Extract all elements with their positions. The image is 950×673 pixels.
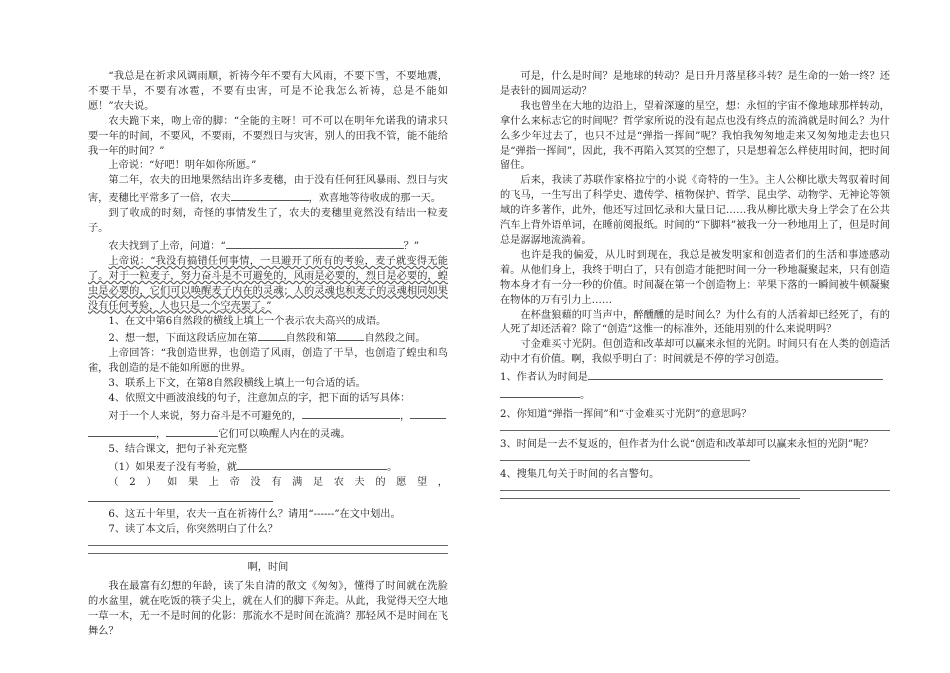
question-7: 7、读了本文后，你突然明白了什么？ — [108, 524, 278, 536]
question-2-text: 上帝回答：“我创造世界，也创造了风雨，创造了干旱，也创造了蝗虫和鸟雀，我创造的是不能如所愿的世界。 — [88, 348, 448, 375]
question-2: 2、想一想，下面这段话应加在第 自然段和第 自然段之间。 — [88, 329, 448, 347]
sentence-blank-4[interactable] — [166, 425, 218, 437]
answer-line-r4b[interactable] — [500, 498, 800, 499]
right-column — [500, 70, 890, 506]
essay-paragraph-2: 可是，什么是时间？是地球的转动？是日升月落星移斗转？是生命的一始一终？还是表针的圆周运动？ — [500, 71, 890, 97]
paragraph-number-blank-1[interactable] — [258, 329, 286, 341]
question-4: 4、依照文中画波浪线的句子，注意加点的字，把下面的话写具体： — [108, 393, 411, 405]
story-paragraph-7: 上帝说：“我没有搞错任何事情，一旦避开了所有的考验，麦子就变得无能了。对于一粒麦子，努力奋斗是不可避免的，风雨是必要的，烈日是必要的，蝗虫是必要的，它们可以唤醒麦子内在的灵魂；人的灵魂也和麦子的灵魂相同如果没有任何考验，人也只是一个空壳罢了。” — [88, 255, 448, 312]
answer-line-r2[interactable] — [500, 430, 890, 431]
answer-line-r4a[interactable] — [500, 490, 890, 491]
question-5-2: （2）如果上帝没有满足农夫的愿望， — [88, 476, 448, 509]
paragraph-number-blank-2[interactable] — [336, 329, 364, 341]
essay-question-1: 1、作者认为时间是 。 — [500, 368, 890, 404]
essay-paragraph-6: 在杯盘狼藉的叮当声中，醉醺醺的是时间么？为什么有的人活着却已经死了，有的人死了却还活着？除了“创造”这惟一的标准外，还能用别的什么来说明吗？ — [500, 309, 890, 336]
question-6: 6、这五十年里，农夫一直在祈祷什么？请用“------”在文中划出。 — [108, 509, 401, 521]
question-blank[interactable] — [226, 237, 404, 249]
answer-line-7a[interactable] — [88, 545, 448, 546]
question-1: 1、在文中第6自然段的横线上填上一个表示农夫高兴的成语。 — [108, 315, 387, 327]
story-paragraph-4: 第二年，农夫的田地果然结出许多麦穗，由于没有任何狂风暴雨、烈日与灾害，麦穗比平常多了一倍，农夫 ，欢喜地等待收成的那一天。 — [88, 175, 448, 205]
answer-blank-r1b[interactable] — [500, 386, 580, 398]
question-4-sentence: 对于一个人来说，努力奋斗是不可避免的， ， ， 它们可以唤醒人内在的灵魂。 — [88, 407, 448, 443]
left-column — [88, 70, 448, 640]
essay-paragraph-5: 也许是我的偏爱，从儿时到现在，我总是被发明家和创造者们的生活和事迹感动着。从他们身上，我终于明白了，只有创造才能把时间一分一秒地凝聚起来，只有创造物本身才有一分一秒的价值。时间凝在第一个创造物上：苹果下落的一瞬间被牛顿凝聚在物体的万有引力上…… — [500, 249, 890, 306]
story-paragraph-1: “我总是在祈求风调雨顺，祈祷今年不要有大风雨，不要下雪，不要地震，不要干旱，不要有冰雹，不要有虫害，可是不论我怎么祈祷，总是不能如愿！”农夫说。 — [88, 71, 448, 112]
sentence-blank-2[interactable] — [410, 407, 446, 419]
essay-question-4: 4、搜集几句关于时间的名言警句。 — [500, 468, 660, 480]
answer-line-7b[interactable] — [88, 553, 448, 554]
sentence-blank-1[interactable] — [302, 407, 400, 419]
essay-paragraph-3: 我也曾坐在大地的边沿上，望着深邃的星空，想：永恒的宇宙不像地球那样转动，拿什么来标志它的时间呢？哲学家所说的没有起点也没有终点的流淌就是时间么？为什么多少年过去了，也只不过是“弹指一挥间”呢？我怕我匆匆地走来又匆匆地走去也只是“弹指一挥间”，因此，我不再陷入冥冥的空想了，只是想着怎么样使用时间，把时间留住。 — [500, 100, 890, 172]
question-5-1: （1）如果麦子没有考验，就 。 — [88, 458, 448, 476]
essay-title: 啊，时间 — [247, 562, 289, 574]
story-paragraph-5: 到了收成的时刻，奇怪的事情发生了，农夫的麦穗里竟然没有结出一粒麦子。 — [88, 208, 448, 235]
answer-line-r3[interactable] — [500, 460, 750, 461]
essay-question-3: 3、时间是一去不复返的，但作者为什么说“创造和改革却可以赢来永恒的光阴”呢？ — [500, 438, 874, 450]
story-paragraph-3: 上帝说：“好吧！明年如你所愿。” — [108, 160, 257, 172]
story-paragraph-2: 农夫跪下来，吻上帝的脚：“全能的主呀！可不可以在明年允诺我的请求只要一年的时间，不要风，不要雨，不要烈日与灾害，别人的田我不管，能不能给我一年的时间？” — [88, 115, 448, 157]
essay-paragraph-1: 我在最富有幻想的年龄，读了朱自清的散文《匆匆》，懂得了时间就在洗脸的水盆里，就在吃饭的筷子尖上，就在人们的脚下奔走。从此，我觉得天空大地一草一木，无一不是时间的化影：那流水不是时间在流淌？那轻风不是时间在飞舞么？ — [88, 581, 448, 637]
sentence-blank-3[interactable] — [88, 425, 156, 437]
story-paragraph-6: 农夫找到了上帝，问道：“ ？” — [88, 237, 448, 255]
essay-paragraph-4: 后来，我读了苏联作家格拉宁的小说《奇特的一生》。主人公柳比歇夫驾驭着时间的飞马，一生写出了科学史、遗传学、植物保护、哲学、昆虫学、动物学、无神论等领域的许多著作，此外，他还写过回忆录和大量日记……我从柳比歇夫身上学会了在公共汽车上背外语单词，在睡前阅报纸。时间的“下脚料”被我一分一秒地用上了，但是时间总是潺潺地流淌着。 — [500, 175, 890, 246]
answer-blank-5-2[interactable] — [88, 490, 273, 502]
question-5: 5、结合课文，把句子补充完整 — [108, 443, 248, 455]
answer-blank-r1[interactable] — [588, 368, 883, 380]
idiom-blank[interactable] — [231, 189, 309, 201]
essay-question-2: 2、你知道“弹指一挥间”和“寸金难买寸光阴”的意思吗？ — [500, 408, 752, 420]
answer-blank-5-1[interactable] — [237, 458, 387, 470]
question-3: 3、联系上下文，在第8自然段横线上填上一句合适的话。 — [108, 378, 366, 390]
essay-paragraph-7: 寸金难买寸光阴。但创造和改革却可以赢来永恒的光阴。时间只有在人类的创造活动中才有价值。啊，我似乎明白了：时间就是不停的学习创造。 — [500, 339, 890, 366]
